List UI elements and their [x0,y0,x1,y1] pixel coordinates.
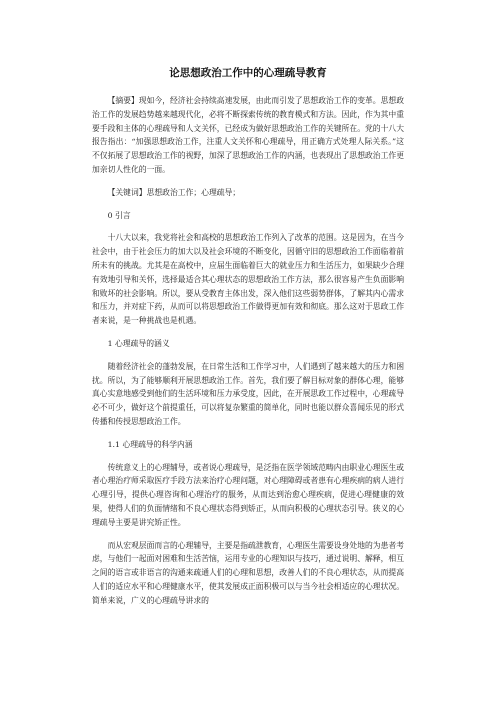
document-page [92,66,404,608]
section-1-1-paragraph-b: 而从宏观层面而言的心理辅导，主要是指疏泄教育，心理医生需要设身处地的为患者考虑，与他们一起面对困难和生活苦恼，运用专业的心理知识与技巧，通过说明、解释，相互之间的语言或非语言的沟通来疏通人们的心理和思想，改善人们的不良心理状态，从而提高人们的适应水平和心理健康水平，使其发展成正面积极可以与当今社会相适应的心理状况。简单来说，广义的心理疏导讲求的 [92,540,404,605]
abstract-paragraph: 【摘要】现如今，经济社会持续高速发展，由此而引发了思想政治工作的变革。思想政治工作的发展趋势越来越现代化，必将不断探索传统的教育模式和方法。因此，作为其中重要手段和主体的心理疏导和人文关怀，已经成为做好思想政治工作的关键所在。党的十八大报告指出：“加强思想政治工作，注重人文关怀和心理疏导，用正确方式处理人际关系。”这不仅拓展了思想政治工作的视野，加深了思想政治工作的内涵，也表现出了思想政治工作更加亲切人性化的一面。 [92,96,404,174]
section-1-1-heading: 1.1 心理疏导的科学内涵 [107,439,193,449]
intro-heading: 0 引言 [107,210,131,220]
section-1-heading: 1 心理疏导的涵义 [107,338,170,348]
document-title: 论思想政治工作中的心理疏导教育 [169,67,327,79]
intro-paragraph: 十八大以来，我党将社会和高校的思想政治工作列入了改革的范围。这是因为，在当今社会中，由于社会压力的加大以及社会环境的不断变化，因循守旧的思想政治工作面临着前所未有的挑战。尤其是在高校中，应届生面临着巨大的就业压力和生活压力，如果缺少合理有效地引导和关怀，选择最适合其心理状态的思想政治工作方法，那么很容易产生负面影响和败坏的社会影响。所以，要从受教育主体出发，深入他们这些弱势群体，了解其内心需求和压力，并对症下药，从而可以将思想政治工作做得更加有效和彻底。那么这对于思政工作者来说，是一种挑战也是机遇。 [92,233,404,326]
section-1-paragraph: 随着经济社会的蓬勃发展，在日常生活和工作学习中，人们遇到了越来越大的压力和困扰。所以，为了能够顺利开展思想政治工作。首先，我们要了解目标对象的群体心理，能够真心实意地感受到他们的生活环境和压力承受度，因此，在开展思政工作过程中，心理疏导必不可少，做好这个前提重任，可以将复杂繁重的简单化，同时也能以群众喜闻乐见的形式传播和传授思想政治工作。 [92,361,404,426]
section-1-1-paragraph-a: 传统意义上的心理辅导，或者说心理疏导，是泛指在医学领域范畴内由职业心理医生或者心理治疗师采取医疗手段方法来治疗心理问题，对心理障碍或者患有心理疾病的病人进行心理引导，提供心理咨询和心理治疗的服务，从而达到治愈心理疾病，促进心理健康的效果，使得人们的负面情绪和不良心理状态得到矫正，从而向积极的心理状态引导。狭义的心理疏导主要是讲究矫正性。 [92,462,404,527]
keywords-paragraph: 【关键词】思想政治工作；心理疏导； [107,187,241,197]
